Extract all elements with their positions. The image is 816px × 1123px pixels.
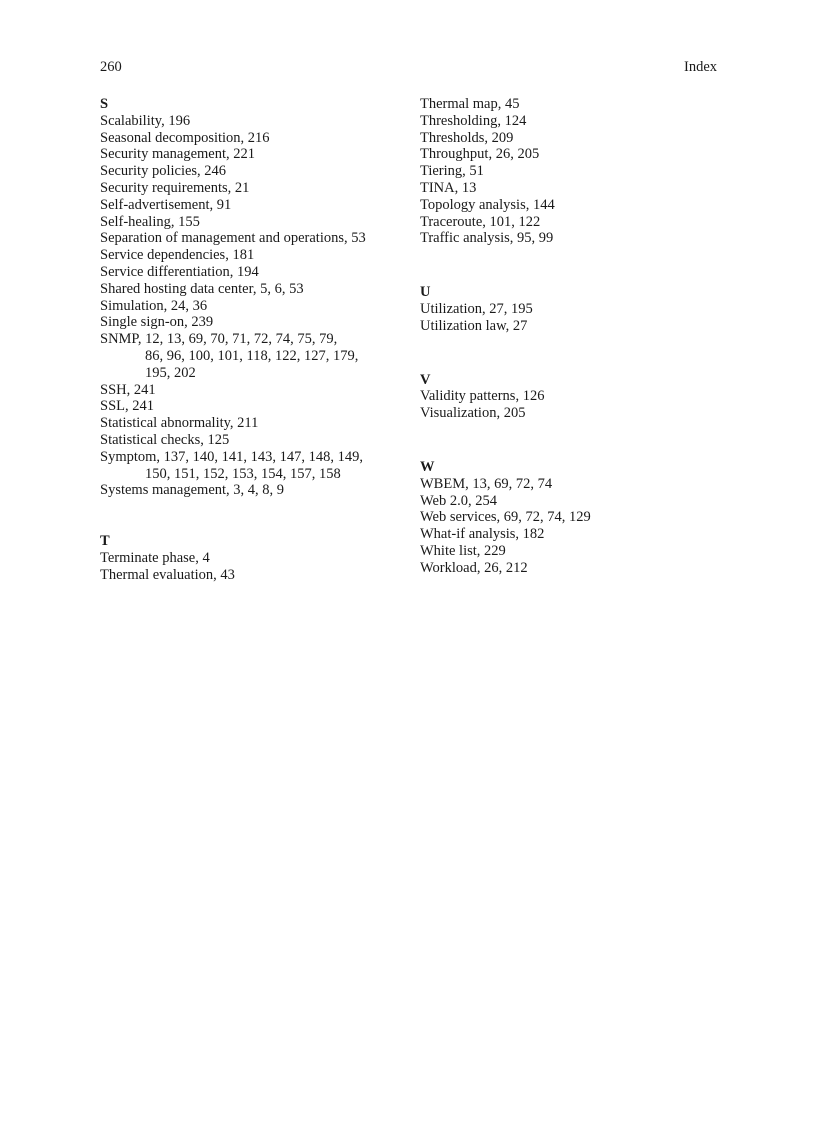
page-number: 260 — [100, 59, 122, 75]
index-group-v — [420, 372, 720, 422]
index-group-w — [420, 459, 720, 577]
index-entry: What-if analysis, 182 — [420, 526, 545, 543]
index-column-left — [100, 96, 412, 584]
running-head — [100, 57, 717, 77]
index-entry: White list, 229 — [420, 542, 506, 559]
index-entry: Utilization law, 27 — [420, 317, 528, 334]
group-spacer — [420, 335, 720, 372]
index-entry: Shared hosting data center, 5, 6, 53 — [100, 280, 304, 297]
index-entry: Self-healing, 155 — [100, 213, 200, 230]
index-entry: WBEM, 13, 69, 72, 74 — [420, 475, 553, 492]
index-entry: Single sign-on, 239 — [100, 314, 214, 331]
index-entry-symptom — [100, 449, 412, 483]
index-entry: Simulation, 24, 36 — [100, 297, 208, 314]
index-entry: Self-advertisement, 91 — [100, 196, 232, 213]
group-spacer — [420, 422, 720, 459]
index-entry: Web 2.0, 254 — [420, 492, 497, 509]
letter-heading-s: S — [100, 96, 109, 112]
index-entry: Scalability, 196 — [100, 112, 191, 129]
group-spacer — [100, 499, 412, 533]
index-entry-line: SNMP, 12, 13, 69, 70, 71, 72, 74, 75, 79, — [100, 331, 338, 348]
index-entry: Thresholding, 124 — [420, 112, 527, 129]
index-entry: Throughput, 26, 205 — [420, 146, 540, 163]
index-entry: Systems management, 3, 4, 8, 9 — [100, 482, 285, 499]
index-group-u — [420, 284, 720, 334]
index-entry: TINA, 13 — [420, 179, 477, 196]
index-group-t-continued — [420, 96, 720, 247]
index-entry: Thresholds, 209 — [420, 129, 514, 146]
index-entry-continuation: 150, 151, 152, 153, 154, 157, 158 — [145, 465, 341, 482]
index-entry: Validity patterns, 126 — [420, 388, 545, 405]
index-entry: Security management, 221 — [100, 146, 256, 163]
index-entry: Tiering, 51 — [420, 163, 484, 180]
index-entry: Separation of management and operations, 53 — [100, 230, 366, 247]
index-entry-snmp — [100, 331, 412, 381]
index-entry: Utilization, 27, 195 — [420, 300, 533, 317]
index-entry: Security policies, 246 — [100, 163, 227, 180]
index-entry: Service dependencies, 181 — [100, 247, 255, 264]
letter-heading-t: T — [100, 533, 110, 550]
index-entry: Traceroute, 101, 122 — [420, 213, 541, 230]
group-spacer — [420, 247, 720, 284]
index-entry-continuation: 86, 96, 100, 101, 118, 122, 127, 179, — [145, 347, 359, 364]
index-entry: Terminate phase, 4 — [100, 549, 210, 566]
running-title: Index — [683, 59, 717, 75]
index-entry: Workload, 26, 212 — [420, 559, 528, 576]
index-entry: Security requirements, 21 — [100, 179, 250, 196]
index-group-s — [100, 96, 412, 499]
index-entry-line: Symptom, 137, 140, 141, 143, 147, 148, 149, — [100, 448, 364, 465]
index-group-t — [100, 533, 412, 583]
index-entry: Visualization, 205 — [420, 405, 526, 422]
letter-heading-v: V — [420, 371, 431, 388]
index-entry: SSH, 241 — [100, 381, 156, 398]
index-entry-continuation: 195, 202 — [145, 364, 196, 381]
letter-heading-w: W — [420, 458, 435, 475]
index-entry: SSL, 241 — [100, 398, 154, 415]
letter-heading-u: U — [420, 284, 431, 301]
index-entry: Statistical abnormality, 211 — [100, 415, 259, 432]
index-column-right — [420, 96, 720, 577]
index-entry: Thermal evaluation, 43 — [100, 566, 235, 583]
index-entry: Web services, 69, 72, 74, 129 — [420, 509, 591, 526]
index-entry: Traffic analysis, 95, 99 — [420, 230, 554, 247]
index-entry: Thermal map, 45 — [420, 96, 520, 112]
index-entry: Statistical checks, 125 — [100, 431, 230, 448]
index-entry: Topology analysis, 144 — [420, 196, 555, 213]
index-entry: Service differentiation, 194 — [100, 263, 259, 280]
index-entry: Seasonal decomposition, 216 — [100, 129, 270, 146]
